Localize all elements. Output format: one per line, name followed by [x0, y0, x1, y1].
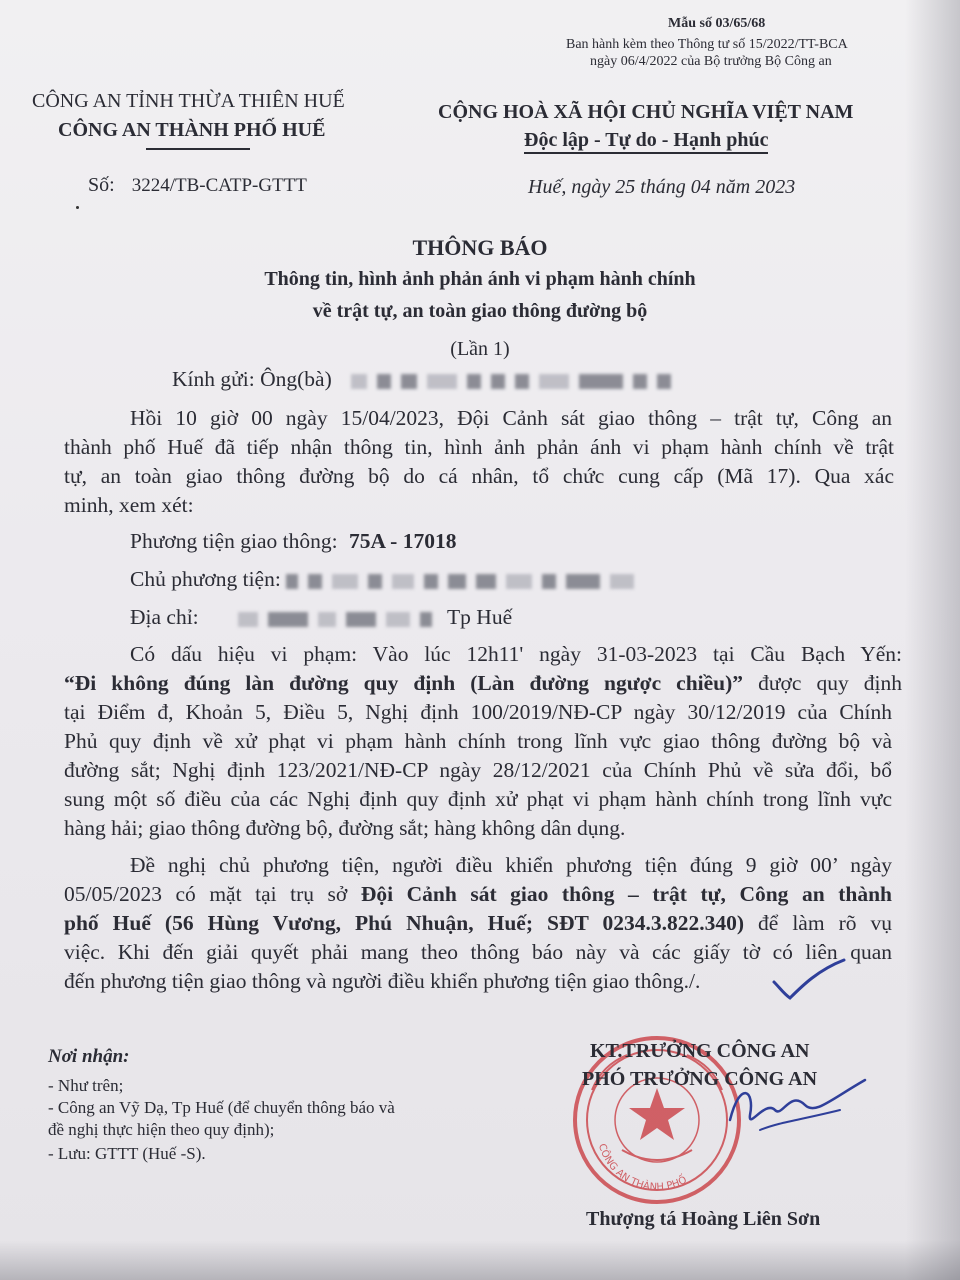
- checkmark-icon: [770, 956, 850, 1006]
- doc-number-value: 3224/TB-CATP-GTTT: [131, 175, 307, 196]
- violation-line6: sung một số điều của các Nghị định quy định xử phạt vi phạm hành chính trong lĩnh vực: [64, 787, 892, 811]
- notice-subtitle-2: về trật tự, an toàn giao thông đường bộ: [312, 300, 648, 322]
- redacted-recipient-name: [351, 367, 681, 391]
- form-number: Mẫu số 03/65/68: [668, 16, 766, 31]
- notice-round: (Lần 1): [450, 338, 510, 360]
- vehicle-label: Phương tiện giao thông:: [130, 529, 338, 553]
- violation-line4: Phủ quy định về xử phạt vi phạm hành chính trong lĩnh vực giao thông đường bộ và: [64, 729, 892, 753]
- address-line: [130, 605, 512, 630]
- license-plate: 75A - 17018: [348, 529, 457, 553]
- violation-line7: hàng hải; giao thông đường bộ, đường sắt; hàng không dân dụng.: [64, 816, 626, 840]
- para1-line2: thành phố Huế đã tiếp nhận thông tin, hình ảnh phản ánh vi phạm hành chính về trật: [64, 435, 894, 459]
- notice-title: THÔNG BÁO: [412, 235, 548, 260]
- signer-name: Thượng tá Hoàng Liên Sơn: [586, 1208, 821, 1230]
- request-line1: Đề nghị chủ phương tiện, người điều khiển phương tiện đúng 9 giờ 00’ ngày: [130, 853, 892, 877]
- address-city: Tp Huế: [447, 605, 513, 629]
- recipients-item-1: - Như trên;: [48, 1076, 124, 1095]
- recipients-item-2a: - Công an Vỹ Dạ, Tp Huế (để chuyển thông báo và: [48, 1098, 395, 1117]
- redacted-address: [238, 605, 447, 629]
- signature-scribble-icon: [720, 1060, 870, 1150]
- page-shadow-right: [905, 0, 960, 1280]
- signature-title-1: KT.TRƯỞNG CÔNG AN: [590, 1040, 810, 1062]
- ink-dot: [76, 206, 79, 209]
- para1-line1: Hồi 10 giờ 00 ngày 15/04/2023, Đội Cảnh sát giao thông – trật tự, Công an: [130, 406, 892, 430]
- recipients-item-2b: đề nghị thực hiện theo quy định);: [48, 1120, 275, 1139]
- form-issued-line2: ngày 06/4/2022 của Bộ trưởng Bộ Công an: [590, 54, 832, 69]
- violation-line2: “Đi không đúng làn đường quy định (Làn đường ngược chiều)” được quy định: [64, 671, 902, 695]
- recipients-heading: Nơi nhận:: [48, 1046, 130, 1067]
- signature-title-2: PHÓ TRƯỞNG CÔNG AN: [582, 1068, 818, 1090]
- para1-line4: minh, xem xét:: [64, 493, 194, 517]
- owner-label: Chủ phương tiện:: [130, 567, 281, 591]
- doc-number-label: Số:: [88, 174, 115, 196]
- recipients-item-3: - Lưu: GTTT (Huế -S).: [48, 1144, 206, 1163]
- request-line4: việc. Khi đến giải quyết phải mang theo thông báo này và các giấy tờ có liên quan: [64, 940, 892, 964]
- request-line3: phố Huế (56 Hùng Vương, Phú Nhuận, Huế; SĐT 0234.3.822.340) để làm rõ vụ: [64, 911, 892, 935]
- seal-text: CÔNG AN THÀNH PHỐ: [595, 1142, 689, 1194]
- violation-line3: tại Điểm đ, Khoản 5, Điều 5, Nghị định 100/2019/NĐ-CP ngày 30/12/2019 của Chính: [64, 700, 892, 724]
- place-date: Huế, ngày 25 tháng 04 năm 2023: [528, 176, 796, 198]
- recipient-line: [172, 367, 681, 392]
- request-line5: đến phương tiện giao thông và người điều khiển phương tiện giao thông./.: [64, 969, 701, 993]
- address-label: Địa chỉ:: [130, 605, 199, 629]
- vehicle-line: [130, 529, 456, 554]
- redacted-owner-name: [286, 567, 644, 591]
- request-line2: 05/05/2023 có mặt tại trụ sở Đội Cảnh sát giao thông – trật tự, Công an thành: [64, 882, 892, 906]
- notice-subtitle-1: Thông tin, hình ảnh phản ánh vi phạm hành chính: [264, 268, 696, 290]
- para1-line3: tự, an toàn giao thông đường bộ do cá nhân, tổ chức cung cấp (Mã 17). Qua xác: [64, 464, 894, 488]
- recipient-label: Kính gửi: Ông(bà): [172, 367, 332, 391]
- violation-line1: Có dấu hiệu vi phạm: Vào lúc 12h11' ngày 31-03-2023 tại Cầu Bạch Yến:: [130, 642, 902, 666]
- doc-number: [88, 174, 307, 197]
- nation-motto: Độc lập - Tự do - Hạnh phúc: [524, 129, 768, 152]
- issuer-underline: [146, 148, 250, 150]
- form-issued-line1: Ban hành kèm theo Thông tư số 15/2022/TT-BCA: [566, 37, 848, 52]
- nation-line1: CỘNG HOÀ XÃ HỘI CHỦ NGHĨA VIỆT NAM: [438, 101, 854, 123]
- violation-line5: đường sắt; Nghị định 123/2021/NĐ-CP ngày 28/12/2021 của Chính Phủ về sửa đổi, bổ: [64, 758, 892, 782]
- page-shadow-bottom: [0, 1240, 960, 1280]
- issuer-line2: CÔNG AN THÀNH PHỐ HUẾ: [58, 119, 326, 141]
- issuer-line1: CÔNG AN TỈNH THỪA THIÊN HUẾ: [32, 90, 345, 112]
- owner-line: [130, 567, 644, 592]
